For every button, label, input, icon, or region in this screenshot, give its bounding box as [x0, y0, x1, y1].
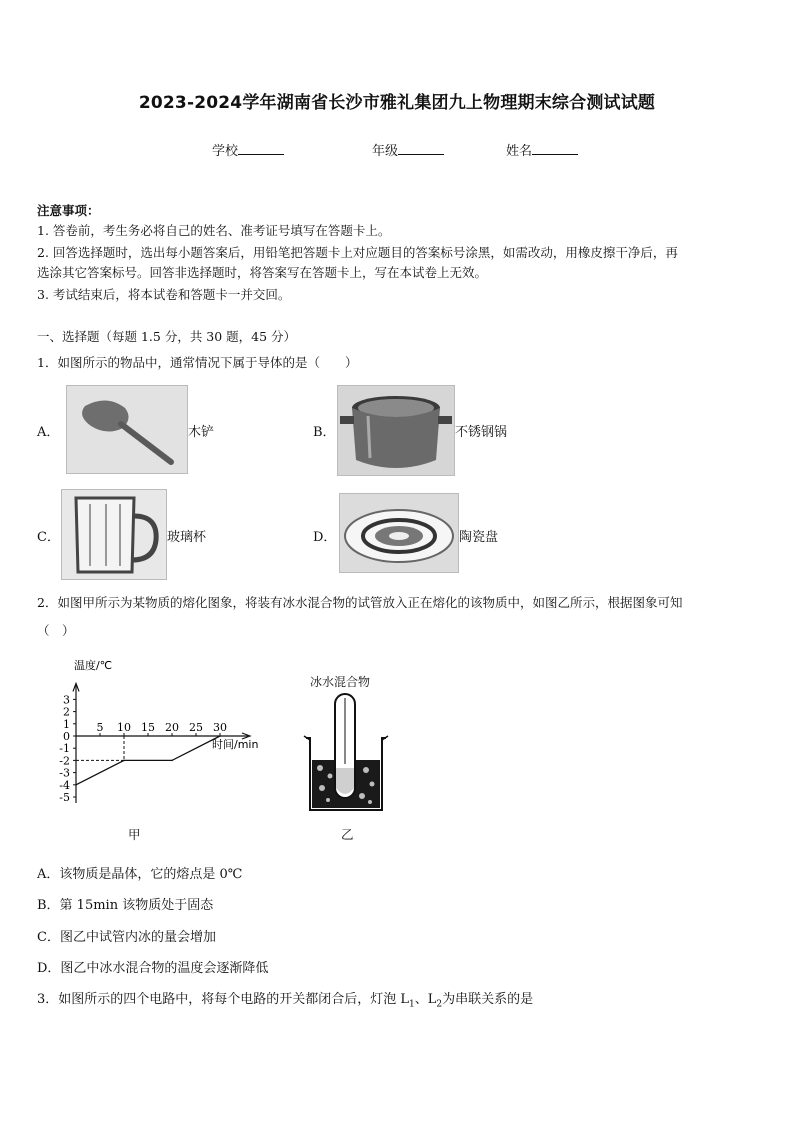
option-a-caption: 木铲 — [188, 425, 215, 440]
subscript-1: 1 — [409, 999, 415, 1010]
melting-chart — [30, 650, 280, 810]
option-b-letter: B． — [313, 425, 336, 440]
y-tick-label: 1 — [63, 717, 70, 731]
y-tick-label: -5 — [59, 791, 70, 804]
option-a-letter: A． — [37, 425, 60, 440]
school-blank — [238, 142, 284, 155]
y-tick-label: -1 — [59, 742, 70, 756]
question-3-sep: 、L — [414, 992, 437, 1007]
name-label: 姓名 — [506, 144, 533, 159]
data-point — [171, 760, 173, 762]
question-3-suffix: 为串联关系的是 — [442, 992, 534, 1007]
notes-item: 1. 答卷前，考生务必将自己的姓名、准考证号填写在答题卡上。 — [37, 223, 391, 238]
page-title: 2023-2024学年湖南省长沙市雅礼集团九上物理期末综合测试试题 — [138, 93, 656, 113]
y-tick-label: -4 — [59, 778, 70, 792]
figure-a-label: 甲 — [128, 827, 141, 842]
notes-item: 选涂其它答案标号。回答非选择题时，将答案写在答题卡上，写在本试卷上无效。 — [37, 265, 488, 280]
grade-field — [372, 140, 444, 159]
school-field — [212, 140, 284, 159]
question-2-stem: 2．如图甲所示为某物质的熔化图象，将装有冰水混合物的试管放入正在熔化的该物质中，如图乙所示，根据图象可知 — [37, 595, 683, 610]
x-tick-label: 30 — [213, 721, 227, 734]
choice-d: D．图乙中冰水混合物的温度会逐渐降低 — [37, 961, 269, 976]
y-tick-label: -2 — [59, 754, 70, 768]
y-tick-label: 2 — [63, 705, 70, 719]
option-b-caption: 不锈钢锅 — [455, 425, 508, 440]
figure-b-label: 乙 — [341, 827, 354, 842]
choice-b: B．第 15min 该物质处于固态 — [37, 898, 214, 913]
wooden-spatula-icon — [66, 385, 188, 474]
data-point — [75, 784, 77, 786]
grade-blank — [398, 142, 444, 155]
section-heading: 一、选择题（每题 1.5 分，共 30 题，45 分） — [37, 329, 297, 344]
data-point — [123, 760, 125, 762]
x-axis-label: 时间/min — [212, 738, 259, 751]
x-tick-label: 25 — [189, 721, 203, 734]
subscript-2: 2 — [436, 999, 443, 1010]
x-tick-label: 10 — [117, 721, 131, 734]
school-label: 学校 — [212, 144, 239, 159]
x-tick-label: 5 — [96, 721, 104, 734]
ceramic-plate-icon — [339, 493, 459, 573]
y-tick-label: -3 — [59, 766, 70, 780]
notes-item: 3. 考试结束后，将本试卷和答题卡一并交回。 — [37, 287, 291, 302]
option-d-caption: 陶瓷盘 — [459, 530, 499, 545]
question-2-paren: （ ） — [37, 623, 75, 638]
choice-c: C．图乙中试管内冰的量会增加 — [37, 930, 216, 945]
name-field — [506, 140, 578, 159]
grade-label: 年级 — [372, 144, 399, 159]
question-3-prefix: 3．如图所示的四个电路中，将每个电路的开关都闭合后，灯泡 L — [37, 992, 410, 1007]
question-1-stem: 1．如图所示的物品中，通常情况下属于导体的是（ ） — [37, 355, 358, 370]
x-tick-label: 15 — [141, 721, 155, 734]
beaker-test-tube-icon — [300, 688, 392, 818]
option-c-letter: C． — [37, 530, 60, 545]
data-point — [219, 735, 221, 737]
notes-item: 2. 回答选择题时，选出每小题答案后，用铅笔把答题卡上对应题目的答案标号涂黑，如需改动，用橡皮擦干净后，再 — [37, 245, 678, 260]
x-tick-label: 20 — [165, 721, 179, 734]
question-3-stem — [37, 988, 533, 1010]
glass-mug-icon — [61, 489, 167, 580]
notes-heading: 注意事项： — [37, 203, 100, 218]
option-d-letter: D． — [313, 530, 337, 545]
option-c-caption: 玻璃杯 — [167, 530, 207, 545]
steel-pot-icon — [337, 385, 455, 476]
y-tick-label: 0 — [63, 730, 70, 743]
y-tick-label: 3 — [63, 693, 70, 707]
choice-a: A．该物质是晶体，它的熔点是 0℃ — [37, 867, 243, 882]
figure-b-text: 冰水混合物 — [310, 675, 371, 689]
name-blank — [532, 142, 578, 155]
y-axis-label: 温度/℃ — [74, 659, 113, 672]
